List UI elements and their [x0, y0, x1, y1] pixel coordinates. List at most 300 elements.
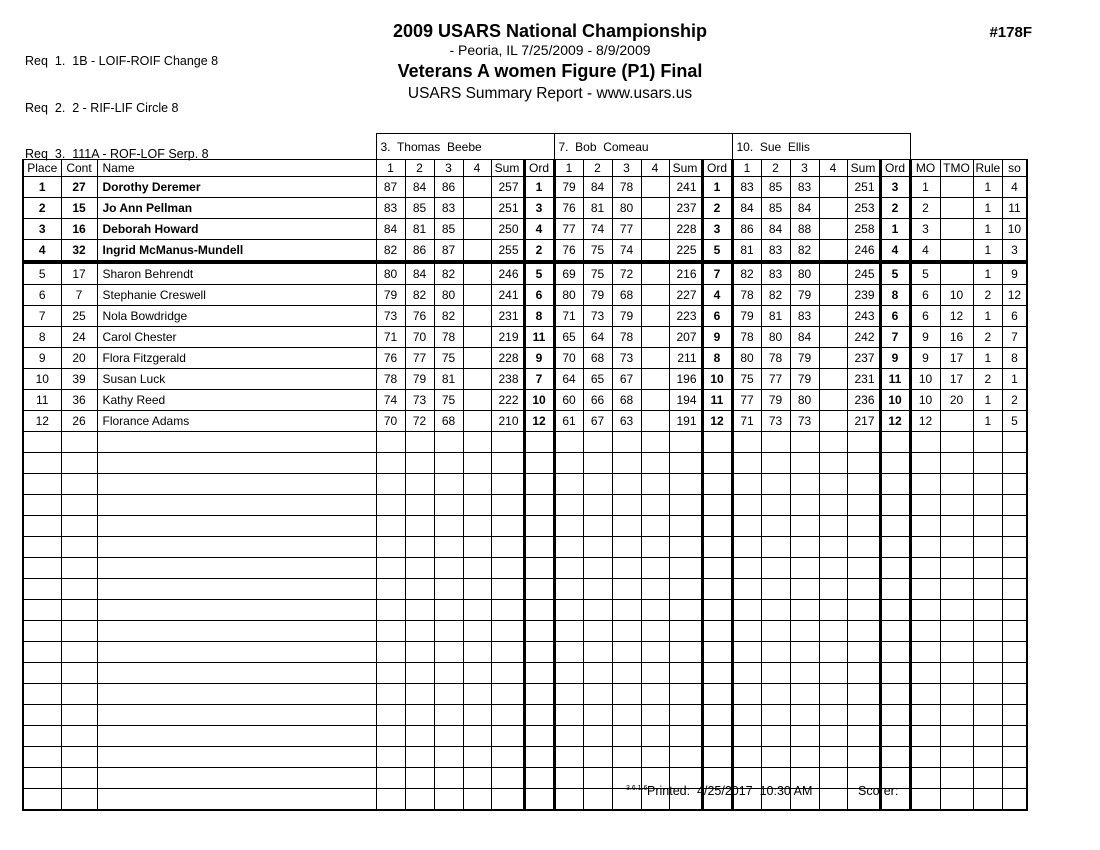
judge3-sum-cell: 243 — [847, 306, 880, 327]
total-majority-ordinal-cell: 17 — [940, 348, 973, 369]
empty-score-cell — [376, 663, 405, 684]
empty-score-cell — [790, 474, 819, 495]
empty-cont-cell — [61, 747, 97, 768]
judge3-score-cell: 84 — [732, 198, 761, 219]
judge3-score-cell: 83 — [761, 240, 790, 263]
empty-score-cell — [880, 495, 910, 516]
empty-score-cell — [463, 789, 491, 811]
empty-mo-cell — [910, 726, 940, 747]
judge1-score-cell: 82 — [434, 306, 463, 327]
judge2-score-cell: 84 — [583, 177, 612, 198]
judge2-score-cell: 75 — [583, 262, 612, 285]
empty-name-cell — [97, 474, 376, 495]
empty-rule-cell — [973, 516, 1003, 537]
judge3-score-cell — [819, 348, 847, 369]
empty-score-cell — [524, 726, 554, 747]
empty-score-cell — [405, 663, 434, 684]
total-majority-ordinal-cell: 16 — [940, 327, 973, 348]
majority-ordinal-cell: 1 — [910, 177, 940, 198]
empty-score-cell — [819, 495, 847, 516]
empty-so-cell — [1003, 537, 1027, 558]
empty-score-cell — [790, 621, 819, 642]
empty-score-cell — [583, 495, 612, 516]
empty-cont-cell — [61, 537, 97, 558]
empty-score-cell — [434, 768, 463, 789]
empty-score-cell — [554, 663, 583, 684]
judge2-ordinal-cell: 6 — [702, 306, 732, 327]
judge2-score-cell: 60 — [554, 390, 583, 411]
empty-score-cell — [641, 474, 669, 495]
judge2-sum-cell: 225 — [669, 240, 702, 263]
judge2-score-cell: 61 — [554, 411, 583, 432]
empty-score-cell — [524, 495, 554, 516]
empty-score-cell — [612, 663, 641, 684]
judge2-ordinal-cell: 10 — [702, 369, 732, 390]
judge1-score-cell: 73 — [376, 306, 405, 327]
contestant-number-cell: 15 — [61, 198, 97, 219]
empty-rule-cell — [973, 663, 1003, 684]
empty-score-cell — [790, 579, 819, 600]
empty-score-cell — [583, 684, 612, 705]
judge2-ordinal-cell: 3 — [702, 219, 732, 240]
empty-score-cell — [702, 747, 732, 768]
empty-place-cell — [23, 495, 61, 516]
empty-score-cell — [463, 642, 491, 663]
judge1-score-cell: 81 — [434, 369, 463, 390]
empty-cont-cell — [61, 684, 97, 705]
empty-score-cell — [491, 537, 524, 558]
empty-cont-cell — [61, 642, 97, 663]
col-header-judge1-4: 4 — [463, 160, 491, 177]
empty-score-cell — [554, 558, 583, 579]
empty-so-cell — [1003, 747, 1027, 768]
empty-score-cell — [641, 747, 669, 768]
empty-score-cell — [880, 579, 910, 600]
empty-so-cell — [1003, 663, 1027, 684]
empty-score-cell — [405, 516, 434, 537]
judge1-score-cell — [463, 198, 491, 219]
empty-score-cell — [880, 537, 910, 558]
empty-score-cell — [554, 516, 583, 537]
judge3-sum-cell: 242 — [847, 327, 880, 348]
empty-score-cell — [847, 474, 880, 495]
name-cell: Stephanie Creswell — [97, 285, 376, 306]
empty-score-cell — [669, 621, 702, 642]
empty-score-cell — [761, 747, 790, 768]
empty-mo-cell — [910, 684, 940, 705]
judge3-score-cell: 83 — [732, 177, 761, 198]
empty-score-cell — [554, 684, 583, 705]
empty-score-cell — [612, 642, 641, 663]
empty-score-cell — [761, 684, 790, 705]
judge2-ordinal-cell: 5 — [702, 240, 732, 263]
empty-name-cell — [97, 432, 376, 453]
empty-score-cell — [434, 789, 463, 811]
majority-ordinal-cell: 6 — [910, 306, 940, 327]
empty-score-cell — [669, 579, 702, 600]
empty-score-cell — [405, 579, 434, 600]
empty-score-cell — [376, 474, 405, 495]
empty-score-cell — [847, 516, 880, 537]
judge1-score-cell: 87 — [376, 177, 405, 198]
empty-score-cell — [463, 768, 491, 789]
judge2-score-cell — [641, 177, 669, 198]
empty-score-cell — [554, 453, 583, 474]
empty-score-cell — [732, 579, 761, 600]
col-header-judge1-sum: Sum — [491, 160, 524, 177]
contestant-number-cell: 27 — [61, 177, 97, 198]
judge2-score-cell — [641, 348, 669, 369]
results-table — [22, 133, 1028, 811]
total-majority-ordinal-cell — [940, 240, 973, 263]
empty-score-cell — [732, 663, 761, 684]
empty-score-cell — [880, 705, 910, 726]
empty-score-cell — [463, 432, 491, 453]
empty-so-cell — [1003, 789, 1027, 811]
empty-score-cell — [376, 579, 405, 600]
empty-score-cell — [434, 663, 463, 684]
judge2-score-cell: 73 — [612, 348, 641, 369]
judge2-score-cell: 80 — [554, 285, 583, 306]
judge2-ordinal-cell: 1 — [702, 177, 732, 198]
judge-row-right-spacer — [910, 134, 1027, 160]
empty-score-cell — [612, 579, 641, 600]
empty-score-cell — [669, 747, 702, 768]
report-subtitle: USARS Summary Report - www.usars.us — [407, 85, 693, 102]
empty-score-cell — [524, 621, 554, 642]
empty-score-cell — [612, 558, 641, 579]
empty-rule-cell — [973, 600, 1003, 621]
empty-score-cell — [819, 558, 847, 579]
judge3-score-cell: 79 — [732, 306, 761, 327]
empty-score-cell — [405, 621, 434, 642]
empty-rule-cell — [973, 495, 1003, 516]
empty-mo-cell — [910, 453, 940, 474]
empty-so-cell — [1003, 768, 1027, 789]
judge1-score-cell — [463, 240, 491, 263]
empty-score-cell — [612, 684, 641, 705]
majority-ordinal-cell: 10 — [910, 390, 940, 411]
empty-score-cell — [880, 600, 910, 621]
majority-ordinal-cell: 12 — [910, 411, 940, 432]
empty-score-cell — [819, 768, 847, 789]
empty-score-cell — [702, 684, 732, 705]
place-cell: 10 — [23, 369, 61, 390]
empty-score-cell — [641, 663, 669, 684]
rule-cell: 1 — [973, 219, 1003, 240]
empty-mo-cell — [910, 705, 940, 726]
empty-score-cell — [554, 579, 583, 600]
empty-score-cell — [761, 579, 790, 600]
empty-place-cell — [23, 726, 61, 747]
judge3-score-cell: 80 — [790, 390, 819, 411]
judge2-score-cell: 67 — [583, 411, 612, 432]
judge1-score-cell: 70 — [405, 327, 434, 348]
empty-so-cell — [1003, 600, 1027, 621]
judge3-score-cell: 78 — [732, 327, 761, 348]
empty-score-cell — [463, 537, 491, 558]
rule-cell: 2 — [973, 285, 1003, 306]
empty-score-cell — [583, 474, 612, 495]
place-cell: 2 — [23, 198, 61, 219]
judge1-score-cell: 70 — [376, 411, 405, 432]
judge1-score-cell — [463, 219, 491, 240]
empty-score-cell — [847, 558, 880, 579]
empty-score-cell — [819, 726, 847, 747]
empty-score-cell — [376, 705, 405, 726]
judge2-score-cell: 72 — [612, 262, 641, 285]
place-cell: 3 — [23, 219, 61, 240]
judge2-sum-cell: 227 — [669, 285, 702, 306]
judge3-ordinal-cell: 10 — [880, 390, 910, 411]
empty-score-cell — [702, 495, 732, 516]
empty-name-cell — [97, 453, 376, 474]
judge1-score-cell: 83 — [434, 198, 463, 219]
judge3-score-cell: 84 — [790, 198, 819, 219]
empty-rule-cell — [973, 642, 1003, 663]
empty-rule-cell — [973, 537, 1003, 558]
empty-name-cell — [97, 516, 376, 537]
col-header-judge2-sum: Sum — [669, 160, 702, 177]
judge1-sum-cell: 228 — [491, 348, 524, 369]
judge3-ordinal-cell: 9 — [880, 348, 910, 369]
empty-rule-cell — [973, 558, 1003, 579]
empty-score-cell — [583, 537, 612, 558]
empty-score-cell — [819, 474, 847, 495]
empty-score-cell — [463, 621, 491, 642]
empty-score-cell — [819, 537, 847, 558]
empty-score-cell — [583, 663, 612, 684]
empty-place-cell — [23, 747, 61, 768]
judge1-sum-cell: 219 — [491, 327, 524, 348]
judge3-score-cell — [819, 198, 847, 219]
empty-score-cell — [524, 432, 554, 453]
empty-score-cell — [491, 684, 524, 705]
empty-score-cell — [434, 432, 463, 453]
judge1-ordinal-cell: 12 — [524, 411, 554, 432]
so-cell: 5 — [1003, 411, 1027, 432]
empty-score-cell — [524, 747, 554, 768]
empty-score-cell — [491, 453, 524, 474]
empty-place-cell — [23, 768, 61, 789]
empty-score-cell — [583, 600, 612, 621]
name-cell: Susan Luck — [97, 369, 376, 390]
empty-score-cell — [405, 432, 434, 453]
empty-score-cell — [702, 474, 732, 495]
judge3-ordinal-cell: 4 — [880, 240, 910, 263]
majority-ordinal-cell: 9 — [910, 348, 940, 369]
judge3-score-cell: 73 — [790, 411, 819, 432]
judge3-score-cell: 82 — [761, 285, 790, 306]
judge1-sum-cell: 231 — [491, 306, 524, 327]
judge1-ordinal-cell: 9 — [524, 348, 554, 369]
empty-place-cell — [23, 600, 61, 621]
majority-ordinal-cell: 2 — [910, 198, 940, 219]
empty-score-cell — [880, 663, 910, 684]
empty-mo-cell — [910, 537, 940, 558]
judge1-ordinal-cell: 5 — [524, 262, 554, 285]
judge2-score-cell: 65 — [583, 369, 612, 390]
judge1-score-cell — [463, 348, 491, 369]
empty-score-cell — [641, 684, 669, 705]
empty-name-cell — [97, 621, 376, 642]
judge1-score-cell: 78 — [434, 327, 463, 348]
empty-score-cell — [880, 621, 910, 642]
col-header-judge2-1: 1 — [554, 160, 583, 177]
empty-cont-cell — [61, 474, 97, 495]
empty-score-cell — [761, 495, 790, 516]
empty-name-cell — [97, 600, 376, 621]
judge2-score-cell: 81 — [583, 198, 612, 219]
empty-tmo-cell — [940, 642, 973, 663]
empty-score-cell — [491, 516, 524, 537]
empty-score-cell — [702, 621, 732, 642]
judge3-score-cell: 85 — [761, 198, 790, 219]
empty-score-cell — [583, 789, 612, 811]
empty-score-cell — [491, 726, 524, 747]
empty-score-cell — [702, 663, 732, 684]
rule-cell: 2 — [973, 327, 1003, 348]
empty-score-cell — [583, 558, 612, 579]
empty-score-cell — [376, 768, 405, 789]
empty-score-cell — [669, 642, 702, 663]
judge1-ordinal-cell: 2 — [524, 240, 554, 263]
judge1-ordinal-cell: 4 — [524, 219, 554, 240]
so-cell: 4 — [1003, 177, 1027, 198]
judge3-score-cell: 78 — [761, 348, 790, 369]
empty-score-cell — [880, 432, 910, 453]
empty-cont-cell — [61, 663, 97, 684]
empty-score-cell — [405, 705, 434, 726]
judge3-score-cell — [819, 219, 847, 240]
judge1-score-cell: 87 — [434, 240, 463, 263]
judge3-sum-cell: 251 — [847, 177, 880, 198]
empty-score-cell — [583, 516, 612, 537]
judge3-score-cell: 82 — [790, 240, 819, 263]
judge2-score-cell: 79 — [583, 285, 612, 306]
empty-score-cell — [463, 516, 491, 537]
judge1-score-cell: 82 — [405, 285, 434, 306]
empty-tmo-cell — [940, 726, 973, 747]
empty-score-cell — [434, 579, 463, 600]
empty-score-cell — [612, 453, 641, 474]
empty-name-cell — [97, 789, 376, 811]
empty-score-cell — [732, 537, 761, 558]
contestant-number-cell: 7 — [61, 285, 97, 306]
judge2-score-cell: 67 — [612, 369, 641, 390]
col-header-judge1-2: 2 — [405, 160, 434, 177]
judge3-score-cell: 79 — [790, 348, 819, 369]
judge1-ordinal-cell: 7 — [524, 369, 554, 390]
judge1-ordinal-cell: 3 — [524, 198, 554, 219]
empty-score-cell — [790, 684, 819, 705]
empty-cont-cell — [61, 789, 97, 811]
empty-score-cell — [641, 432, 669, 453]
judge2-sum-cell: 223 — [669, 306, 702, 327]
judge1-ordinal-cell: 1 — [524, 177, 554, 198]
judge3-score-cell: 85 — [761, 177, 790, 198]
empty-tmo-cell — [940, 621, 973, 642]
empty-score-cell — [732, 621, 761, 642]
empty-score-cell — [761, 537, 790, 558]
empty-so-cell — [1003, 453, 1027, 474]
empty-score-cell — [524, 600, 554, 621]
empty-score-cell — [376, 453, 405, 474]
judge3-score-cell: 79 — [761, 390, 790, 411]
empty-score-cell — [702, 705, 732, 726]
judge1-score-cell: 86 — [405, 240, 434, 263]
judge2-score-cell — [641, 390, 669, 411]
empty-mo-cell — [910, 789, 940, 811]
judge3-score-cell — [819, 411, 847, 432]
empty-score-cell — [434, 453, 463, 474]
judge-header-3: 10. Sue Ellis — [732, 134, 910, 160]
empty-score-cell — [405, 558, 434, 579]
empty-score-cell — [880, 684, 910, 705]
judge3-score-cell: 83 — [790, 177, 819, 198]
empty-score-cell — [641, 621, 669, 642]
empty-score-cell — [761, 558, 790, 579]
judge3-score-cell — [819, 390, 847, 411]
empty-tmo-cell — [940, 768, 973, 789]
contestant-number-cell: 36 — [61, 390, 97, 411]
empty-mo-cell — [910, 621, 940, 642]
empty-score-cell — [880, 726, 910, 747]
empty-tmo-cell — [940, 537, 973, 558]
empty-score-cell — [669, 600, 702, 621]
contestant-number-cell: 25 — [61, 306, 97, 327]
empty-score-cell — [376, 495, 405, 516]
empty-name-cell — [97, 705, 376, 726]
col-header-judge3-4: 4 — [819, 160, 847, 177]
name-cell: Sharon Behrendt — [97, 262, 376, 285]
empty-score-cell — [819, 684, 847, 705]
empty-score-cell — [491, 663, 524, 684]
judge3-score-cell: 83 — [790, 306, 819, 327]
empty-score-cell — [612, 705, 641, 726]
empty-place-cell — [23, 516, 61, 537]
empty-so-cell — [1003, 516, 1027, 537]
empty-score-cell — [463, 495, 491, 516]
empty-score-cell — [669, 516, 702, 537]
judge2-sum-cell: 237 — [669, 198, 702, 219]
majority-ordinal-cell: 6 — [910, 285, 940, 306]
judge2-score-cell: 68 — [612, 285, 641, 306]
empty-tmo-cell — [940, 558, 973, 579]
empty-score-cell — [376, 432, 405, 453]
empty-rule-cell — [973, 705, 1003, 726]
judge1-score-cell: 76 — [405, 306, 434, 327]
empty-score-cell — [732, 474, 761, 495]
col-header-judge2-2: 2 — [583, 160, 612, 177]
majority-ordinal-cell: 5 — [910, 262, 940, 285]
empty-score-cell — [524, 705, 554, 726]
col-header-so: so — [1003, 160, 1027, 177]
empty-score-cell — [819, 516, 847, 537]
empty-score-cell — [491, 474, 524, 495]
empty-score-cell — [847, 432, 880, 453]
judge1-ordinal-cell: 10 — [524, 390, 554, 411]
judge3-ordinal-cell: 6 — [880, 306, 910, 327]
empty-score-cell — [761, 474, 790, 495]
empty-score-cell — [702, 558, 732, 579]
judge3-ordinal-cell: 2 — [880, 198, 910, 219]
judge2-score-cell: 76 — [554, 240, 583, 263]
judge2-score-cell: 74 — [583, 219, 612, 240]
empty-score-cell — [761, 726, 790, 747]
empty-score-cell — [491, 558, 524, 579]
empty-score-cell — [612, 726, 641, 747]
